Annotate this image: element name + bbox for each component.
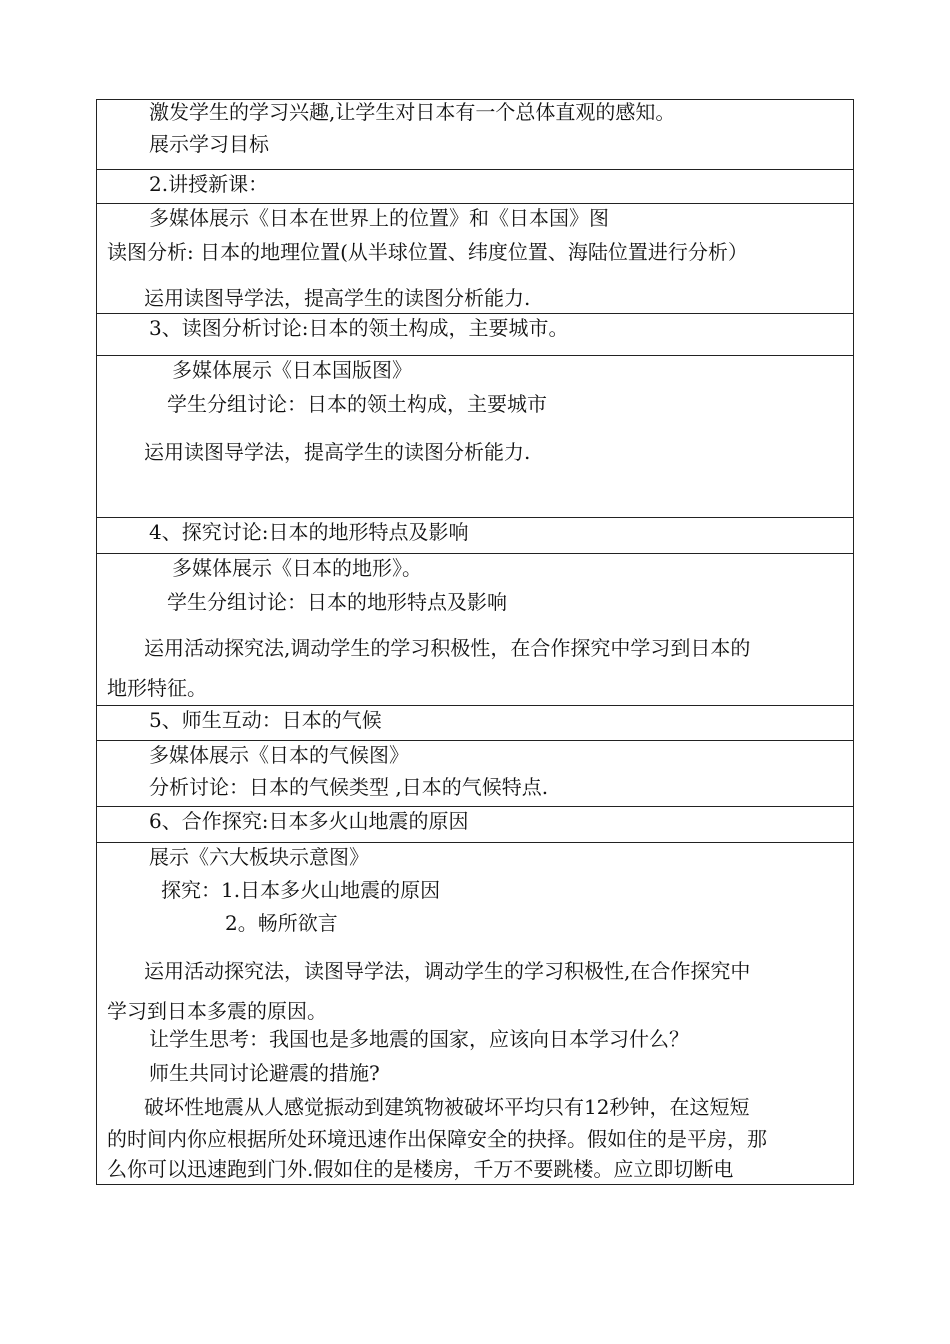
table-row [97, 843, 853, 1184]
text-line: 读图分析: 日本的地理位置(从半球位置、纬度位置、海陆位置进行分析） [107, 240, 748, 264]
table-row [97, 554, 853, 706]
text-line: 多媒体展示《日本国版图》 [172, 358, 412, 382]
table-row [97, 807, 853, 843]
table-row [97, 100, 853, 170]
text-line: 运用读图导学法，提高学生的读图分析能力. [144, 440, 531, 464]
table-row [97, 314, 853, 356]
text-line: 学生分组讨论：日本的地形特点及影响 [167, 590, 507, 614]
text-line: 地形特征。 [107, 676, 207, 700]
lesson-plan-table [96, 99, 854, 1185]
text-line: 师生共同讨论避震的措施? [149, 1061, 380, 1085]
text-line: 3、读图分析讨论:日本的领土构成，主要城市。 [149, 316, 569, 340]
text-line: 运用读图导学法，提高学生的读图分析能力. [144, 286, 531, 310]
table-row [97, 204, 853, 314]
text-line: 展示学习目标 [149, 132, 269, 156]
table-row [97, 170, 853, 204]
text-line: 让学生思考：我国也是多地震的国家，应该向日本学习什么？ [149, 1027, 689, 1051]
text-line: 分析讨论：日本的气候类型 ,日本的气候特点. [149, 775, 549, 799]
text-line: 激发学生的学习兴趣,让学生对日本有一个总体直观的感知。 [149, 100, 676, 124]
table-row [97, 518, 853, 554]
text-line: 5、师生互动：日本的气候 [149, 708, 382, 732]
text-line: 展示《六大板块示意图》 [149, 845, 369, 869]
table-row [97, 741, 853, 807]
text-line: 多媒体展示《日本在世界上的位置》和《日本国》图 [149, 206, 609, 230]
text-line: 学习到日本多震的原因。 [107, 999, 327, 1023]
text-line: 运用活动探究法,调动学生的学习积极性，在合作探究中学习到日本的 [144, 636, 751, 660]
table-row [97, 706, 853, 741]
text-line: 的时间内你应根据所处环境迅速作出保障安全的抉择。假如住的是平房，那 [107, 1127, 767, 1151]
text-line: 2.讲授新课： [149, 172, 269, 196]
text-line: 么你可以迅速跑到门外.假如住的是楼房，千万不要跳楼。应立即切断电 [107, 1157, 734, 1181]
text-line: 多媒体展示《日本的气候图》 [149, 743, 409, 767]
text-line: 学生分组讨论：日本的领土构成，主要城市 [167, 392, 547, 416]
text-line: 破坏性地震从人感觉振动到建筑物被破坏平均只有12秒钟，在这短短 [144, 1095, 750, 1119]
text-line: 4、探究讨论:日本的地形特点及影响 [149, 520, 469, 544]
text-line: 6、合作探究:日本多火山地震的原因 [149, 809, 469, 833]
text-line: 运用活动探究法，读图导学法，调动学生的学习积极性,在合作探究中 [144, 959, 751, 983]
text-line: 2。畅所欲言 [225, 911, 338, 935]
text-line: 探究：1.日本多火山地震的原因 [161, 878, 441, 902]
text-line: 多媒体展示《日本的地形》。 [172, 556, 422, 580]
table-row [97, 356, 853, 518]
